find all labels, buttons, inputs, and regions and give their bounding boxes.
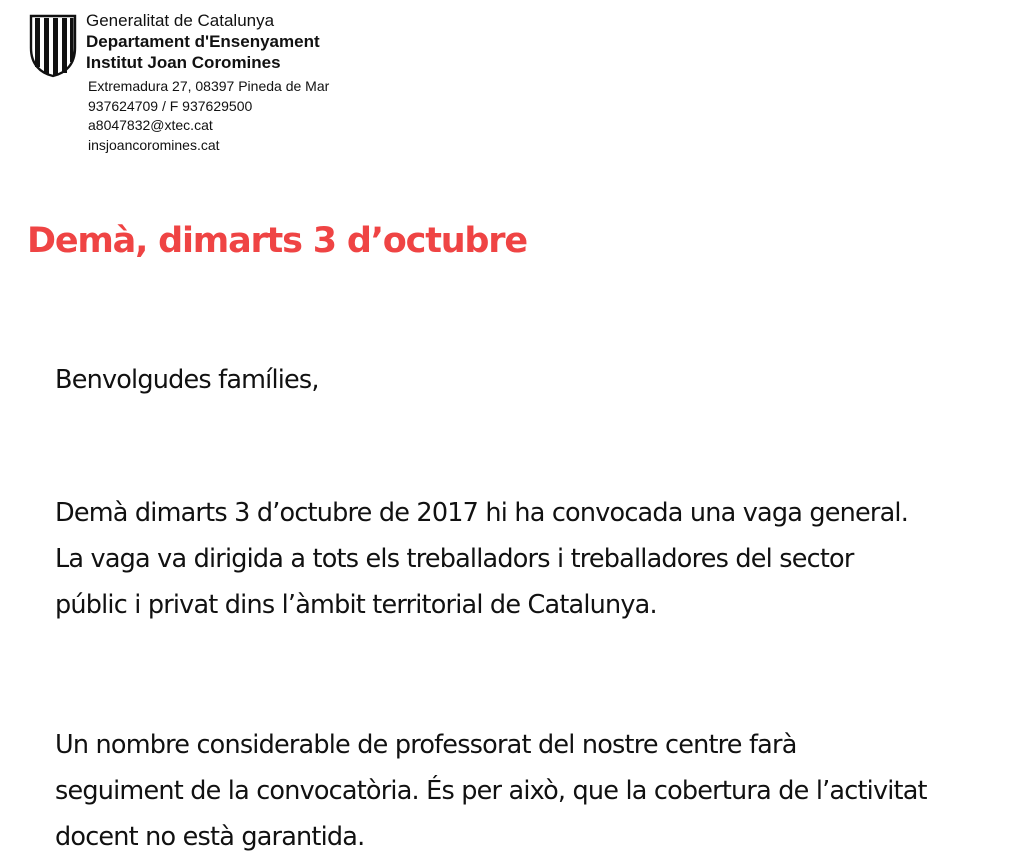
- greeting-text: Benvolgudes famílies,: [55, 365, 319, 395]
- strike-announcement-paragraph: [55, 490, 1015, 628]
- paragraph-line: seguiment de la convocatòria. És per això, que la cobertura de l’activitat: [55, 776, 927, 806]
- email-line: a8047832@xtec.cat: [88, 117, 213, 133]
- government-name: Generalitat de Catalunya: [86, 11, 275, 30]
- paragraph-line: Un nombre considerable de professorat del nostre centre farà: [55, 730, 797, 760]
- institution-name: [86, 10, 320, 73]
- paragraph-line: públic i privat dins l’àmbit territorial de Catalunya.: [55, 590, 657, 620]
- document-title: Demà, dimarts 3 d’octubre: [27, 221, 527, 261]
- school-name: Institut Joan Coromines: [86, 53, 281, 72]
- paragraph-line: Demà dimarts 3 d’octubre de 2017 hi ha convocada una vaga general.: [55, 498, 908, 528]
- greeting: [55, 357, 1015, 403]
- department-name: Departament d'Ensenyament: [86, 32, 320, 51]
- phone-line: 937624709 / F 937629500: [88, 97, 253, 114]
- coverage-notice-paragraph: [55, 722, 1015, 860]
- paragraph-line: La vaga va dirigida a tots els treballadors i treballadores del sector: [55, 544, 854, 574]
- letterhead: [28, 10, 448, 160]
- address-line: Extremadura 27, 08397 Pineda de Mar: [88, 78, 330, 94]
- generalitat-logo-icon: [28, 14, 78, 78]
- contact-block: [88, 77, 329, 155]
- website-line: insjoancoromines.cat: [88, 136, 220, 153]
- paragraph-line: docent no està garantida.: [55, 822, 365, 852]
